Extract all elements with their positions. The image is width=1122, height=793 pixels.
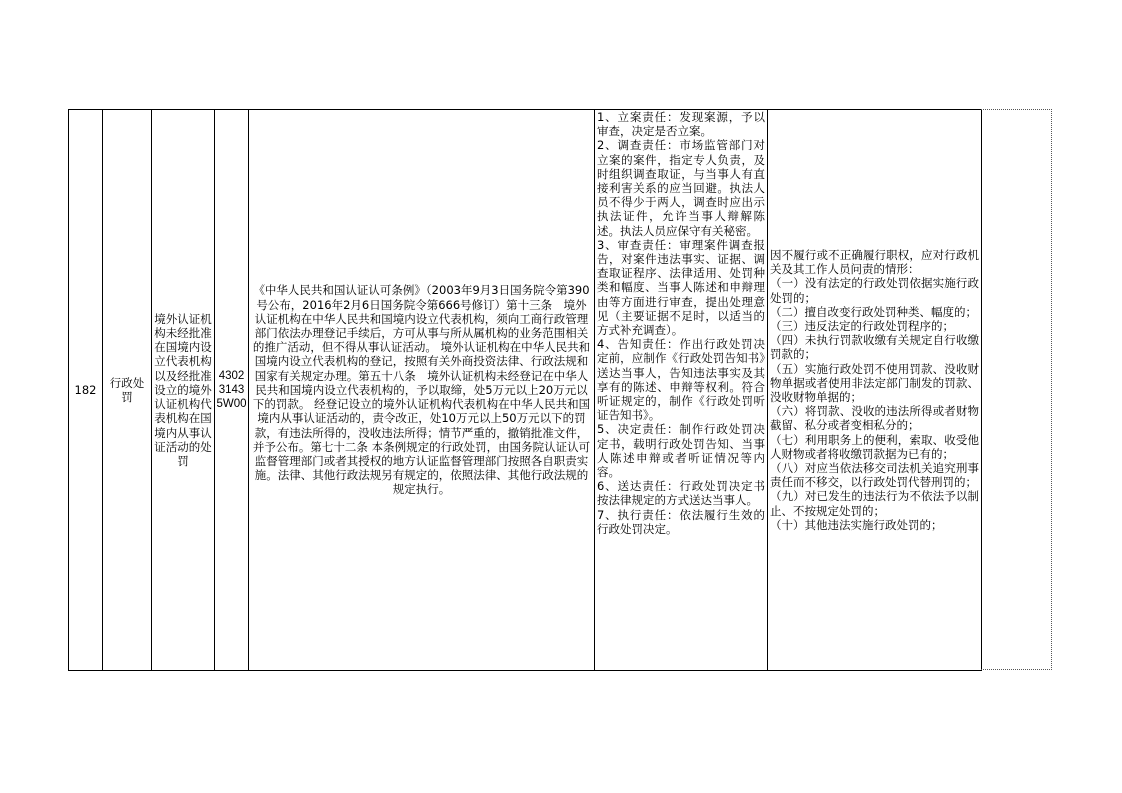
accountability-item: （十）其他违法实施行政处罚的； [770,517,943,532]
responsibility-item: 4、告知责任：作出行政处罚决定前，应制作《行政处罚告知书》送达当事人，告知违法事实及其享有的陈述、申辩等权利。符合听证规定的，制作《行政处罚听证告知书》。 [597,337,765,423]
responsibility-item: 6、送达责任：行政处罚决定书按法律规定的方式送达当事人。 [597,479,765,508]
accountability-item: （一）没有法定的行政处罚依据实施行政处罚的； [770,276,979,305]
power-list-table [68,109,982,671]
accountability-item: （九）对已发生的违法行为不依法予以制止、不按规定处罚的； [770,489,979,518]
accountability-list [768,110,982,671]
accountability-item: （八）对应当依法移交司法机关追究刑事责任而不移交，以行政处罚代替刑罚的； [770,461,979,490]
accountability-item: （七）利用职务上的便利，索取、收受他人财物或者将收缴罚款据为已有的； [770,432,979,461]
accountability-item: （六）将罚款、没收的违法所得或者财物截留、私分或者变相私分的； [770,404,979,433]
responsibility-list [595,110,768,671]
accountability-item: （二）擅自改变行政处罚种类、幅度的； [770,304,977,319]
responsibility-item: 5、决定责任：制作行政处罚决定书，载明行政处罚告知、当事人陈述申辩或者听证情况等内容。 [597,422,765,480]
legal-basis: 《中华人民共和国认证认可条例》（2003年9月3日国务院令第390号公布，2016年2月6日国务院令第666号修订）第十三条 境外认证机构在中华人民共和国境内设立代表机构，须向工商行政管理部门依法办理登记手续后，方可从事与所从属机构的业务范围相关的推广活动，但不得从事认证活动。 境外认证机构在中华人民共和国境内设立代表机构的登记，按照有关外商投资法律、行政法规和国家有关规定办理。第五十八条 境外认证机构未经登记在中华人民共和国境内设立代表机构的，予以取缔，处5万元以上20万元以下的罚款。 经登记设立的境外认证机构代表机构在中华人民共和国境内从事认证活动的，责令改正，处10万元以上50万元以下的罚款，有违法所得的，没收违法所得；情节严重的，撤销批准文件，并予公布。第七十二条 本条例规定的行政处罚，由国务院认证认可监督管理部门或者其授权的地方认证监督管理部门按照各自职责实施。法律、其他行政法规另有规定的，依照法律、其他行政法规的规定执行。 [249,110,595,671]
accountability-item: （三）违反法定的行政处罚程序的； [770,318,954,333]
responsibility-item: 7、执行责任：依法履行生效的行政处罚决定。 [597,507,765,536]
row-number: 182 [69,110,103,671]
responsibility-item: 3、审查责任：审理案件调查报告，对案件违法事实、证据、调查取证程序、法律适用、处罚种类和幅度、当事人陈述和申辩理由等方面进行审查，提出处理意见（主要证据不足时，以适当的方式补充调查）。 [597,237,765,338]
item-code: 43023143 5W00 [215,110,249,671]
power-category: 行政处罚 [103,110,152,671]
responsibility-item: 1、立案责任：发现案源，予以审查，决定是否立案。 [597,110,765,139]
responsibility-item: 2、调查责任：市场监管部门对立案的案件，指定专人负责，及时组织调查取证，与当事人有直接利害关系的应当回避。执法人员不得少于两人，调查时应出示执法证件，允许当事人辩解陈述。执法人员应保守有关秘密。 [597,138,765,238]
notes-cell [981,109,1052,670]
document-sheet [68,109,1053,671]
item-name: 境外认证机构未经批准在国境内设立代表机构以及经批准设立的境外认证机构代表机构在国境内从事认证活动的处罚 [152,110,215,671]
accountability-item: 因不履行或不正确履行职权，应对行政机关及其工作人员问责的情形： [770,247,979,277]
table-row [69,110,982,671]
accountability-item: （四）未执行罚款收缴有关规定自行收缴罚款的； [770,333,979,362]
accountability-item: （五）实施行政处罚不使用罚款、没收财物单据或者使用非法定部门制发的罚款、没收财物单据的； [770,361,979,404]
